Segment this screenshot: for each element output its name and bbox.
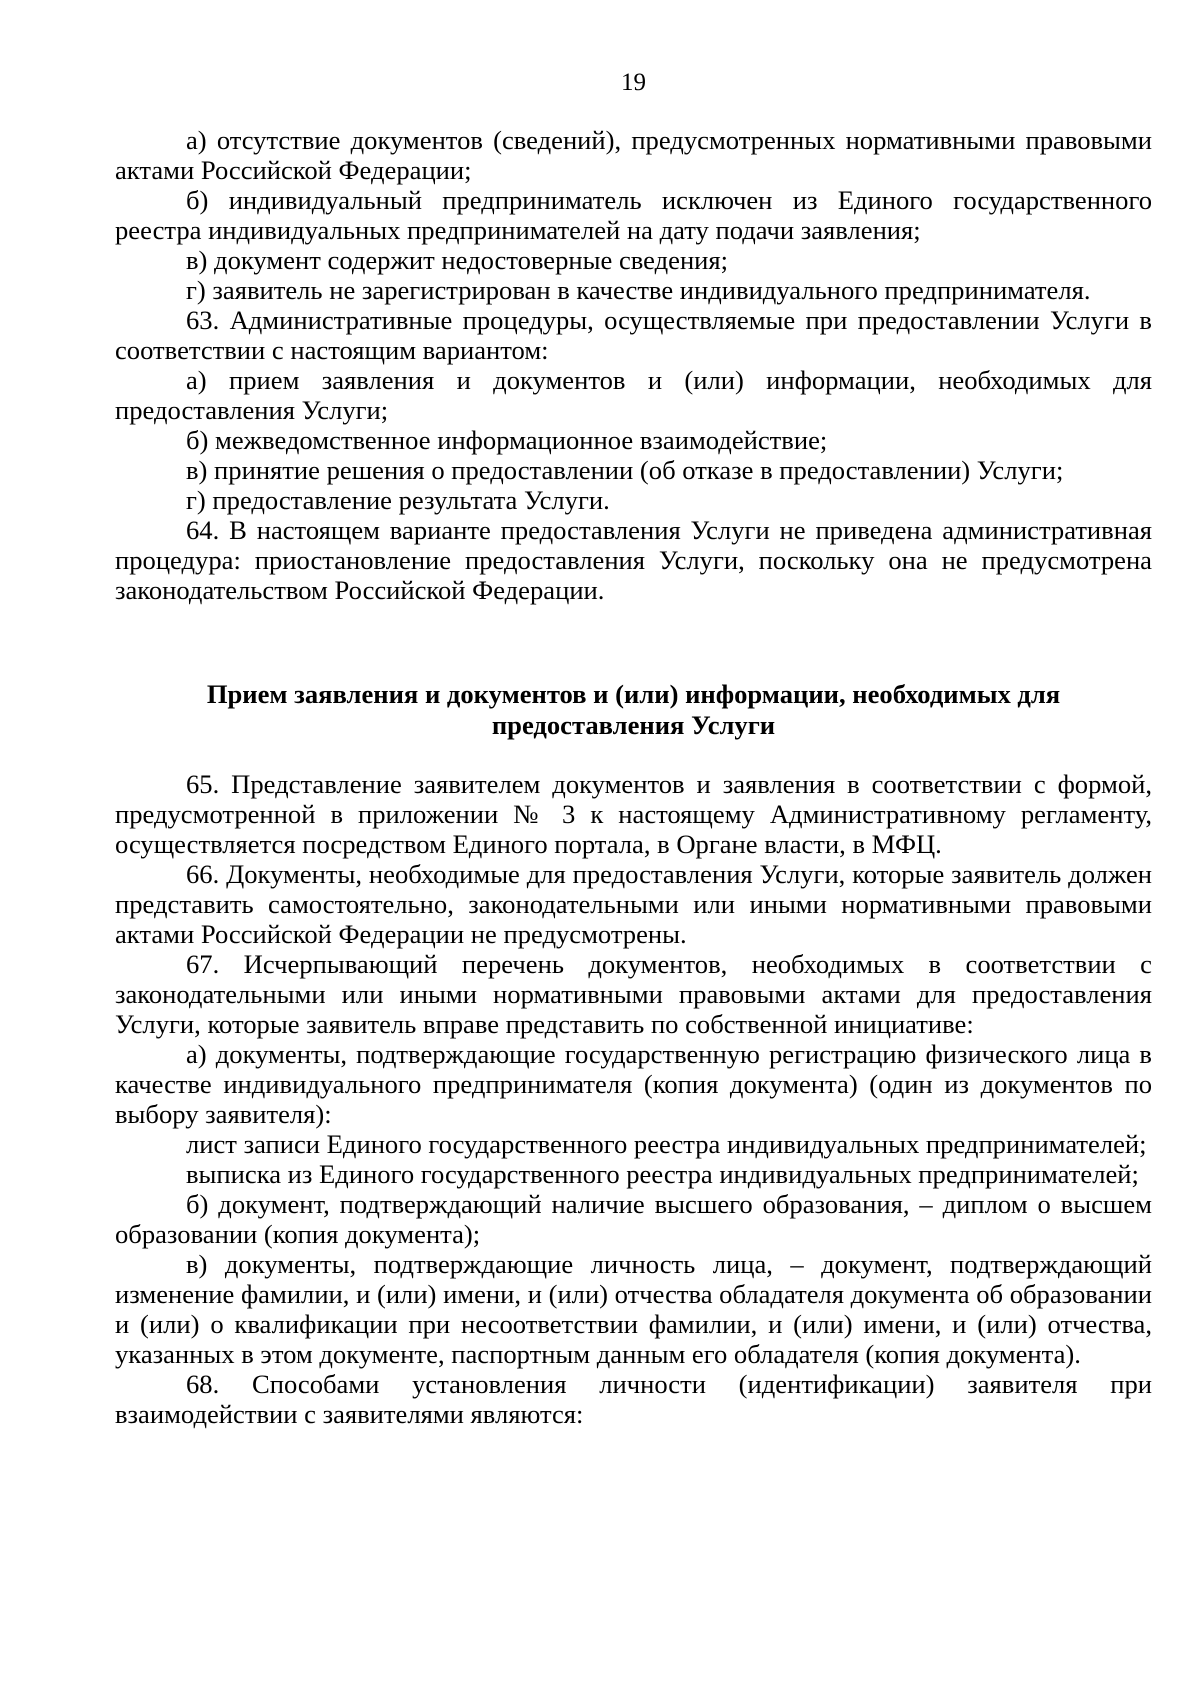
paragraph: б) индивидуальный предприниматель исключен из Единого государственного реестра индивидуальных предпринимателей на дату подачи заявления; xyxy=(115,185,1152,245)
section-before-heading xyxy=(115,125,1152,605)
section-heading: Прием заявления и документов и (или) информации, необходимых для предоставления Услуги xyxy=(206,679,1061,740)
paragraph: 63. Административные процедуры, осуществляемые при предоставлении Услуги в соответствии с настоящим вариантом: xyxy=(115,305,1152,365)
paragraph: а) документы, подтверждающие государственную регистрацию физического лица в качестве индивидуального предпринимателя (копия документа) (один из документов по выбору заявителя): xyxy=(115,1039,1152,1129)
paragraph: в) документы, подтверждающие личность лица, – документ, подтверждающий изменение фамилии, и (или) имени, и (или) отчества обладателя документа об образовании и (или) о квалификации при несоответствии фамилии, и (или) имени, и (или) отчества, указанных в этом документе, паспортным данным его обладателя (копия документа). xyxy=(115,1249,1152,1369)
paragraph: б) межведомственное информационное взаимодействие; xyxy=(186,425,828,455)
paragraph: в) принятие решения о предоставлении (об отказе в предоставлении) Услуги; xyxy=(186,455,1064,485)
paragraph: выписка из Единого государственного реестра индивидуальных предпринимателей; xyxy=(186,1159,1139,1189)
paragraph: в) документ содержит недостоверные сведения; xyxy=(186,245,729,275)
paragraph: 66. Документы, необходимые для предоставления Услуги, которые заявитель должен представить самостоятельно, законодательными или иными нормативными правовыми актами Российской Федерации не предусмотрены. xyxy=(115,859,1152,949)
paragraph: 64. В настоящем варианте предоставления Услуги не приведена административная процедура: приостановление предоставления Услуги, поскольку она не предусмотрена законодательством Российской Федерации. xyxy=(115,515,1152,605)
paragraph: а) отсутствие документов (сведений), предусмотренных нормативными правовыми актами Российской Федерации; xyxy=(115,125,1152,185)
section-heading-block xyxy=(115,679,1152,741)
paragraph: г) предоставление результата Услуги. xyxy=(186,485,610,515)
paragraph: лист записи Единого государственного реестра индивидуальных предпринимателей; xyxy=(186,1129,1147,1159)
paragraph: 67. Исчерпывающий перечень документов, необходимых в соответствии с законодательными или иными нормативными правовыми актами для предоставления Услуги, которые заявитель вправе представить по собственной инициативе: xyxy=(115,949,1152,1039)
page-number: 19 xyxy=(621,69,646,96)
paragraph: г) заявитель не зарегистрирован в качестве индивидуального предпринимателя. xyxy=(186,275,1091,305)
paragraph: 68. Способами установления личности (идентификации) заявителя при взаимодействии с заявителями являются: xyxy=(115,1369,1152,1429)
paragraph: 65. Представление заявителем документов и заявления в соответствии с формой, предусмотренной в приложении № 3 к настоящему Административному регламенту, осуществляется посредством Единого портала, в Органе власти, в МФЦ. xyxy=(115,769,1152,859)
paragraph: б) документ, подтверждающий наличие высшего образования, – диплом о высшем образовании (копия документа); xyxy=(115,1189,1152,1249)
section-after-heading xyxy=(115,769,1152,1429)
paragraph: а) прием заявления и документов и (или) информации, необходимых для предоставления Услуги; xyxy=(115,365,1152,425)
